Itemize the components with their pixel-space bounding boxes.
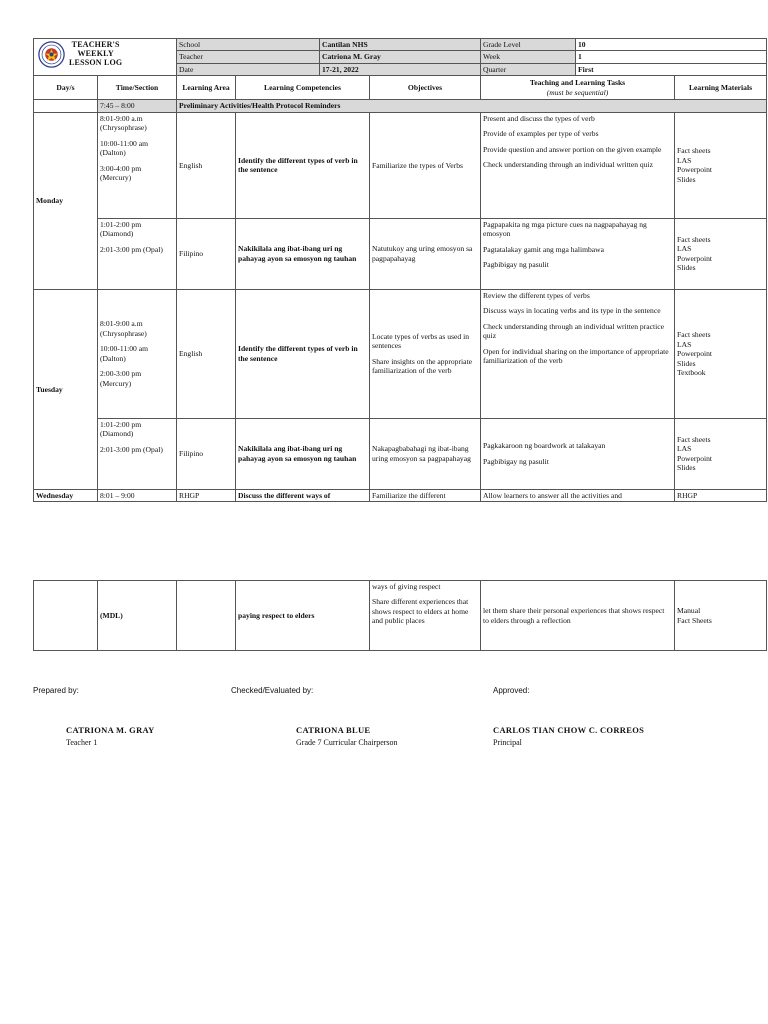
prelim-day-blank: [34, 100, 98, 112]
tuesday-objective-b: Nakapagbabahagi ng ibat-ibang uring emosyon sa pagpapahayag: [370, 418, 481, 489]
cont-time: (MDL): [98, 581, 177, 651]
approved-role: Principal: [493, 738, 522, 747]
title-line-2: WEEKLY: [77, 49, 114, 59]
time-slot: 10:00-11:00 am (Dalton): [100, 138, 149, 158]
material-item: Powerpoint: [677, 253, 713, 263]
teacher-value: Catriona M. Gray: [320, 51, 481, 63]
grade-level-label: Grade Level: [481, 39, 576, 51]
monday-competency-a: Identify the different types of verb in the sentence: [236, 112, 370, 218]
wednesday-task: Allow learners to answer all the activities and: [481, 489, 675, 501]
tuesday-competency-a: Identify the different types of verb in the sentence: [236, 289, 370, 418]
grade-level-value: 10: [576, 39, 767, 51]
time-slot: 2:01-3:00 pm (Opal): [100, 444, 163, 454]
wednesday-competency: Discuss the different ways of: [236, 489, 370, 501]
prepared-role: Teacher 1: [66, 738, 98, 747]
monday-objective-a: Familiarize the types of Verbs: [370, 112, 481, 218]
time-slot: 2:01-3:00 pm (Opal): [100, 244, 163, 254]
day-tuesday: Tuesday: [34, 289, 98, 489]
material-item: Fact Sheets: [677, 615, 712, 625]
time-slot: 1:01-2:00 pm (Diamond): [100, 219, 142, 239]
material-item: Manual: [677, 606, 701, 616]
monday-materials-a: [675, 112, 767, 218]
task-item: Pagbibigay ng pasulit: [483, 456, 549, 466]
quarter-label: Quarter: [481, 63, 576, 75]
material-item: Textbook: [677, 368, 706, 378]
task-item: Pagkakaroon ng boardwork at talakayan: [483, 441, 606, 451]
time-slot: 10:00-11:00 am (Dalton): [100, 344, 149, 363]
time-slot: 8:01-9:00 a.m (Chrysophrase): [100, 113, 147, 133]
col-competencies: Learning Competencies: [236, 76, 370, 100]
time-slot: 2:00-3:00 pm (Mercury): [100, 369, 142, 388]
cont-materials: [675, 581, 767, 651]
cont-day-blank: [34, 581, 98, 651]
tuesday-area-b: Filipino: [177, 418, 236, 489]
material-item: Slides: [677, 463, 696, 473]
material-item: LAS: [677, 244, 692, 254]
time-slot: 3:00-4:00 pm (Mercury): [100, 163, 142, 183]
date-value: 17-21, 2022: [320, 63, 481, 75]
cont-objectives: [370, 581, 481, 651]
approved-name: CARLOS TIAN CHOW C. CORREOS: [493, 725, 645, 735]
school-value: Cantilan NHS: [320, 39, 481, 51]
week-value: 1: [576, 51, 767, 63]
col-tasks-note: (must be sequential): [546, 87, 609, 97]
col-days: Day/s: [34, 76, 98, 100]
cont-area-blank: [177, 581, 236, 651]
teacher-label: Teacher: [177, 51, 320, 63]
task-item: Provide of examples per type of verbs: [483, 129, 599, 139]
objective-item: Share insights on the appropriate familiarization of the verb: [372, 356, 472, 376]
tuesday-objectives-a: [370, 289, 481, 418]
task-item: Provide question and answer portion on the given example: [483, 144, 662, 154]
material-item: Fact sheets: [677, 434, 711, 444]
time-slot: 1:01-2:00 pm (Diamond): [100, 419, 142, 439]
tuesday-materials-a: [675, 289, 767, 418]
approved-label: Approved:: [493, 686, 530, 695]
material-item: Slides: [677, 174, 696, 184]
material-item: Powerpoint: [677, 165, 713, 175]
col-area: Learning Area: [177, 76, 236, 100]
prelim-text: Preliminary Activities/Health Protocol Reminders: [177, 100, 767, 112]
title-block: [34, 39, 177, 76]
checked-name: CATRIONA BLUE: [296, 725, 371, 735]
task-item: Present and discuss the types of verb: [483, 113, 595, 123]
main-table: [33, 75, 767, 502]
task-item: Discuss ways in locating verbs and its type in the sentence: [483, 306, 661, 316]
task-item: Pagtatalakay gamit ang mga halimbawa: [483, 244, 605, 254]
school-label: School: [177, 39, 320, 51]
title-line-1: TEACHER'S: [71, 40, 120, 50]
day-monday: Monday: [34, 112, 98, 289]
day-wednesday: Wednesday: [34, 489, 98, 501]
monday-materials-b: [675, 218, 767, 289]
task-item: Check understanding through an individual written quiz: [483, 160, 653, 170]
col-materials: Learning Materials: [675, 76, 767, 100]
material-item: Fact sheets: [677, 330, 711, 340]
monday-tasks-a: [481, 112, 675, 218]
wednesday-time: 8:01 – 9:00: [98, 489, 177, 501]
task-item: Pagbibigay ng pasulit: [483, 260, 549, 270]
monday-time-a: [98, 112, 177, 218]
objective-item: Share different experiences that shows respect to elders at home and public places: [372, 597, 469, 626]
prepared-label: Prepared by:: [33, 686, 79, 695]
deped-seal-icon: [38, 41, 65, 68]
task-item: Check understanding through an individual written practice quiz: [483, 321, 664, 341]
task-item: Review the different types of verbs: [483, 290, 590, 300]
monday-objective-b: Natutukoy ang uring emosyon sa pagpapahayag: [370, 218, 481, 289]
material-item: LAS: [677, 444, 692, 454]
material-item: Fact sheets: [677, 146, 711, 156]
time-slot: 8:01-9:00 a.m (Chrysophrase): [100, 319, 147, 338]
quarter-value: First: [576, 63, 767, 75]
objective-item: ways of giving respect: [372, 582, 441, 591]
col-objectives: Objectives: [370, 76, 481, 100]
week-label: Week: [481, 51, 576, 63]
header-table: [33, 38, 767, 76]
task-item: Pagpapakita ng mga picture cues na nagpapahayag ng emosyon: [483, 219, 647, 239]
tuesday-competency-b: Nakikilala ang ibat-ibang uri ng pahayag ayon sa emosyon ng tauhan: [236, 418, 370, 489]
monday-area-b: Filipino: [177, 218, 236, 289]
tuesday-tasks-b: [481, 418, 675, 489]
wednesday-objective: Familiarize the different: [370, 489, 481, 501]
wednesday-material: RHGP: [675, 489, 767, 501]
continuation-section: [33, 580, 766, 651]
tuesday-area-a: English: [177, 289, 236, 418]
material-item: Powerpoint: [677, 453, 713, 463]
title-line-3: LESSON LOG: [69, 57, 123, 67]
tuesday-materials-b: [675, 418, 767, 489]
monday-area-a: English: [177, 112, 236, 218]
cont-task: let them share their personal experiences that shows respect to elders through a reflection: [481, 581, 675, 651]
objective-item: Locate types of verbs as used in sentences: [372, 331, 470, 351]
cont-competency: paying respect to elders: [236, 581, 370, 651]
material-item: Slides: [677, 358, 696, 368]
wednesday-area: RHGP: [177, 489, 236, 501]
col-tasks: [481, 76, 675, 100]
tuesday-time-a: [98, 289, 177, 418]
material-item: LAS: [677, 155, 692, 165]
material-item: Powerpoint: [677, 349, 713, 359]
continuation-table: [33, 580, 767, 651]
date-label: Date: [177, 63, 320, 75]
monday-time-b: [98, 218, 177, 289]
col-tasks-title: Teaching and Learning Tasks: [529, 78, 626, 88]
lesson-log-sheet: [33, 38, 766, 502]
monday-tasks-b: [481, 218, 675, 289]
prelim-time: 7:45 – 8:00: [98, 100, 177, 112]
monday-competency-b: Nakikilala ang ibat-ibang uri ng pahayag ayon sa emosyon ng tauhan: [236, 218, 370, 289]
material-item: Slides: [677, 263, 696, 273]
tuesday-tasks-a: [481, 289, 675, 418]
task-item: Open for individual sharing on the importance of appropriate familiarization of the verb: [483, 346, 669, 366]
material-item: LAS: [677, 339, 692, 349]
tuesday-time-b: [98, 418, 177, 489]
checked-role: Grade 7 Curricular Chairperson: [296, 738, 398, 747]
prepared-name: CATRIONA M. GRAY: [66, 725, 155, 735]
material-item: Fact sheets: [677, 234, 711, 244]
col-time: Time/Section: [98, 76, 177, 100]
checked-label: Checked/Evaluated by:: [231, 686, 314, 695]
